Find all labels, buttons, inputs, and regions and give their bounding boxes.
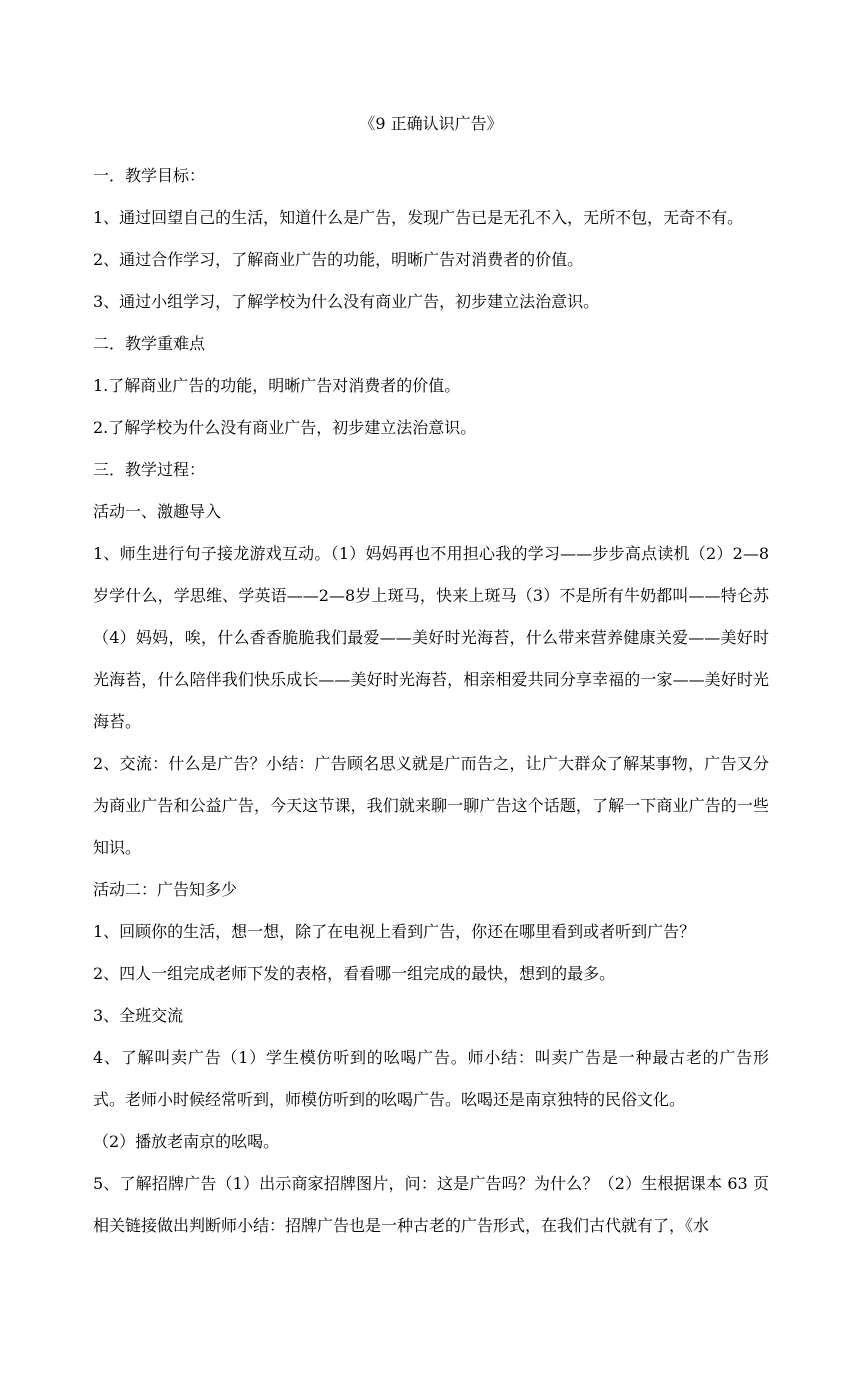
- goal-item-2: 2、通过合作学习，了解商业广告的功能，明晰广告对消费者的价值。: [93, 250, 584, 269]
- activity-2-step-3: 3、全班交流: [93, 1006, 184, 1025]
- activity-2-step-4: 4、了解叫卖广告（1）学生模仿听到的吆喝广告。师小结：叫卖广告是一种最古老的广告形式。老师小时候经常听到，师模仿听到的吆喝广告。吆喝还是南京独特的民俗文化。: [93, 1048, 769, 1109]
- heading-key-points: 二．教学重难点: [93, 334, 206, 353]
- document-title: 《9 正确认识广告》: [359, 114, 503, 133]
- goal-item-3: 3、通过小组学习，了解学校为什么没有商业广告，初步建立法治意识。: [93, 292, 600, 311]
- activity-1-heading: 活动一、激趣导入: [93, 502, 222, 521]
- heading-teaching-process: 三．教学过程：: [93, 460, 206, 479]
- key-point-2: 2.了解学校为什么没有商业广告，初步建立法治意识。: [93, 418, 477, 437]
- activity-2-step-1: 1、回顾你的生活，想一想，除了在电视上看到广告，你还在哪里看到或者听到广告？: [93, 922, 696, 941]
- activity-2-heading: 活动二：广告知多少: [93, 880, 238, 899]
- activity-2-step-5: 5、了解招牌广告（1）出示商家招牌图片，问：这是广告吗？为什么？（2）生根据课本 63 页相关链接做出判断师小结：招牌广告也是一种古老的广告形式，在我们古代就有了，《水: [93, 1174, 769, 1235]
- heading-teaching-goals: 一．教学目标：: [93, 166, 206, 185]
- activity-1-step-2: 2、交流：什么是广告？小结：广告顾名思义就是广而告之，让广大群众了解某事物，广告又分为商业广告和公益广告，今天这节课，我们就来聊一聊广告这个话题，了解一下商业广告的一些知识。: [93, 754, 769, 857]
- activity-2-step-4-sub: （2）播放老南京的吆喝。: [93, 1132, 280, 1151]
- document-body: [93, 113, 769, 1247]
- activity-1-step-1: 1、师生进行句子接龙游戏互动。（1）妈妈再也不用担心我的学习——步步高点读机（2）2—8岁学什么，学思维、学英语——2—8岁上斑马，快来上斑马（3）不是所有牛奶都叫——特仑苏（4）妈妈，唉，什么香香脆脆我们最爱——美好时光海苔，什么带来营养健康关爱——美好时光海苔，什么陪伴我们快乐成长——美好时光海苔，相亲相爱共同分享幸福的一家——美好时光海苔。: [93, 544, 769, 731]
- goal-item-1: 1、通过回望自己的生活，知道什么是广告，发现广告已是无孔不入，无所不包，无奇不有。: [93, 208, 744, 227]
- key-point-1: 1.了解商业广告的功能，明晰广告对消费者的价值。: [93, 376, 461, 395]
- activity-2-step-2: 2、四人一组完成老师下发的表格，看看哪一组完成的最快，想到的最多。: [93, 964, 616, 983]
